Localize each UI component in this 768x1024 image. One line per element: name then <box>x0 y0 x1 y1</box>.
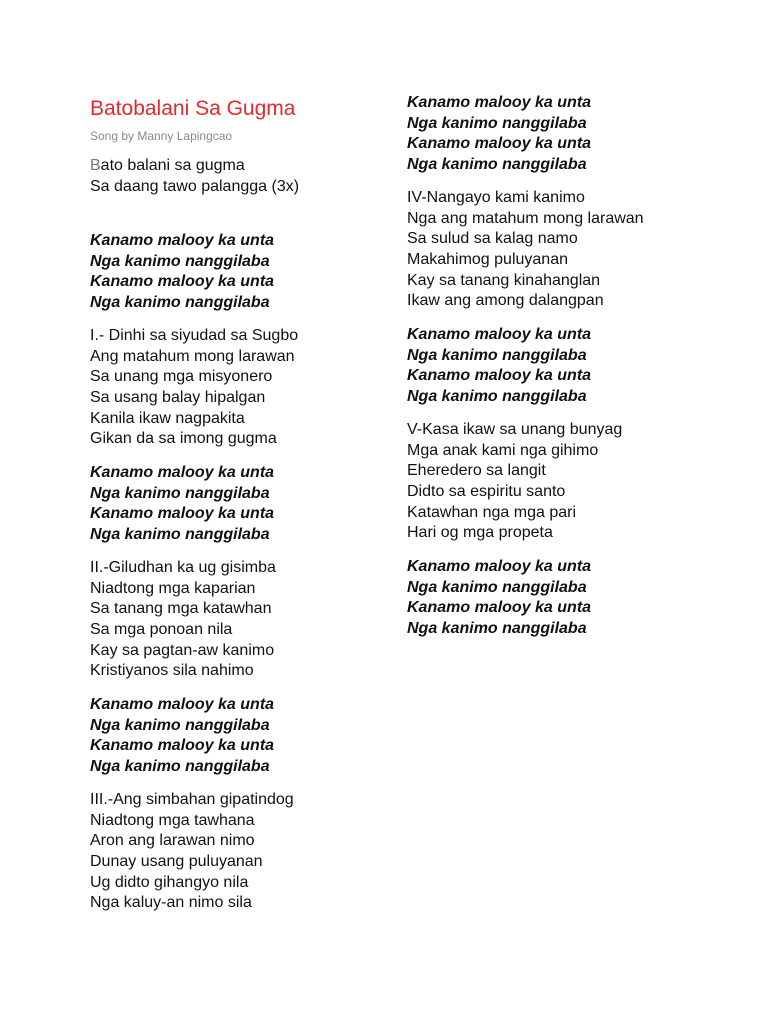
chorus-line: Nga kanimo nanggilaba <box>90 484 270 502</box>
verse-line: Sa usang balay hipalgan <box>90 389 266 407</box>
verse-line: Sa tanang mga katawhan <box>90 600 272 618</box>
chorus-line: Kanamo malooy ka unta <box>407 599 592 617</box>
chorus-line: Kanamo malooy ka unta <box>90 464 275 481</box>
verse-line: Katawhan nga mga pari <box>407 503 576 521</box>
intro-line-1-rest: ato balani sa gugma <box>100 157 245 174</box>
verse-line: Kristiyanos sila nahimo <box>90 662 254 680</box>
chorus-block-5 <box>407 557 591 640</box>
chorus-line: Nga kanimo nanggilaba <box>407 346 587 364</box>
chorus-line: Kanamo malooy ka unta <box>407 326 592 343</box>
chorus-block-2 <box>90 463 274 546</box>
chorus-line: Kanamo malooy ka unta <box>407 94 592 111</box>
verse-block-3 <box>90 790 294 914</box>
chorus-line: Nga kanimo nanggilaba <box>407 114 587 132</box>
verse-line: Gikan da sa imong gugma <box>90 430 277 448</box>
chorus-block-top <box>407 93 591 176</box>
chorus-line: Nga kanimo nanggilaba <box>407 578 587 596</box>
chorus-line: Nga kanimo nanggilaba <box>90 252 270 270</box>
verse-line: Sa mga ponoan nila <box>90 621 233 639</box>
verse-line: IV-Nangayo kami kanimo <box>407 189 585 206</box>
chorus-line: Kanamo malooy ka unta <box>90 505 275 523</box>
verse-line: V-Kasa ikaw sa unang bunyag <box>407 421 623 438</box>
verse-block-1 <box>90 326 298 450</box>
verse-line: Mga anak kami nga gihimo <box>407 441 599 459</box>
verse-block-2 <box>90 558 276 682</box>
chorus-block-3 <box>90 695 274 778</box>
chorus-line: Kanamo malooy ka unta <box>407 135 592 153</box>
chorus-line: Kanamo malooy ka unta <box>407 558 592 575</box>
verse-line: Sa unang mga misyonero <box>90 368 273 386</box>
verse-line: III.-Ang simbahan gipatindog <box>90 791 294 808</box>
verse-line: Kay sa tanang kinahanglan <box>407 271 601 289</box>
chorus-line: Nga kanimo nanggilaba <box>90 716 270 734</box>
verse-line: Sa sulud sa kalag namo <box>407 230 578 248</box>
chorus-block-4 <box>407 325 591 408</box>
verse-line: Nga ang matahum mong larawan <box>407 209 644 227</box>
verse-line: Hari og mga propeta <box>407 524 553 542</box>
chorus-line: Nga kanimo nanggilaba <box>407 620 587 638</box>
chorus-line: Kanamo malooy ka unta <box>90 696 275 713</box>
intro-line-1 <box>90 156 299 177</box>
chorus-line: Kanamo malooy ka unta <box>407 367 592 385</box>
verse-block-5 <box>407 420 622 544</box>
verse-line: Ang matahum mong larawan <box>90 347 295 365</box>
verse-line: Eheredero sa langit <box>407 462 546 480</box>
chorus-block-1 <box>90 231 274 314</box>
verse-line: Aron ang larawan nimo <box>90 832 255 850</box>
song-subtitle: Song by Manny Lapingcao <box>90 129 233 143</box>
chorus-line: Nga kanimo nanggilaba <box>90 294 270 312</box>
chorus-line: Kanamo malooy ka unta <box>90 273 275 291</box>
drop-cap-letter: B <box>90 157 101 174</box>
verse-line: Kay sa pagtan-aw kanimo <box>90 641 275 659</box>
verse-line: Niadtong mga kaparian <box>90 579 256 597</box>
verse-line: II.-Giludhan ka ug gisimba <box>90 559 276 576</box>
chorus-line: Kanamo malooy ka unta <box>90 232 275 249</box>
verse-block-4 <box>407 188 644 312</box>
chorus-line: Nga kanimo nanggilaba <box>407 156 587 174</box>
chorus-line: Kanamo malooy ka unta <box>90 737 275 755</box>
chorus-line: Nga kanimo nanggilaba <box>90 526 270 544</box>
verse-line: Nga kaluy-an nimo sila <box>90 894 252 912</box>
verse-line: Didto sa espiritu santo <box>407 483 566 501</box>
verse-line: Dunay usang puluyanan <box>90 853 263 871</box>
chorus-line: Nga kanimo nanggilaba <box>407 388 587 406</box>
song-title: Batobalani Sa Gugma <box>90 97 296 120</box>
intro-line-2: Sa daang tawo palangga (3x) <box>90 177 300 195</box>
intro-block <box>90 156 299 197</box>
verse-line: Ikaw ang among dalangpan <box>407 292 604 310</box>
verse-line: Kanila ikaw nagpakita <box>90 409 245 427</box>
chorus-line: Nga kanimo nanggilaba <box>90 758 270 776</box>
verse-line: Ug didto gihangyo nila <box>90 873 249 891</box>
verse-line: Niadtong mga tawhana <box>90 811 255 829</box>
verse-line: I.- Dinhi sa siyudad sa Sugbo <box>90 327 299 344</box>
verse-line: Makahimog puluyanan <box>407 251 568 269</box>
